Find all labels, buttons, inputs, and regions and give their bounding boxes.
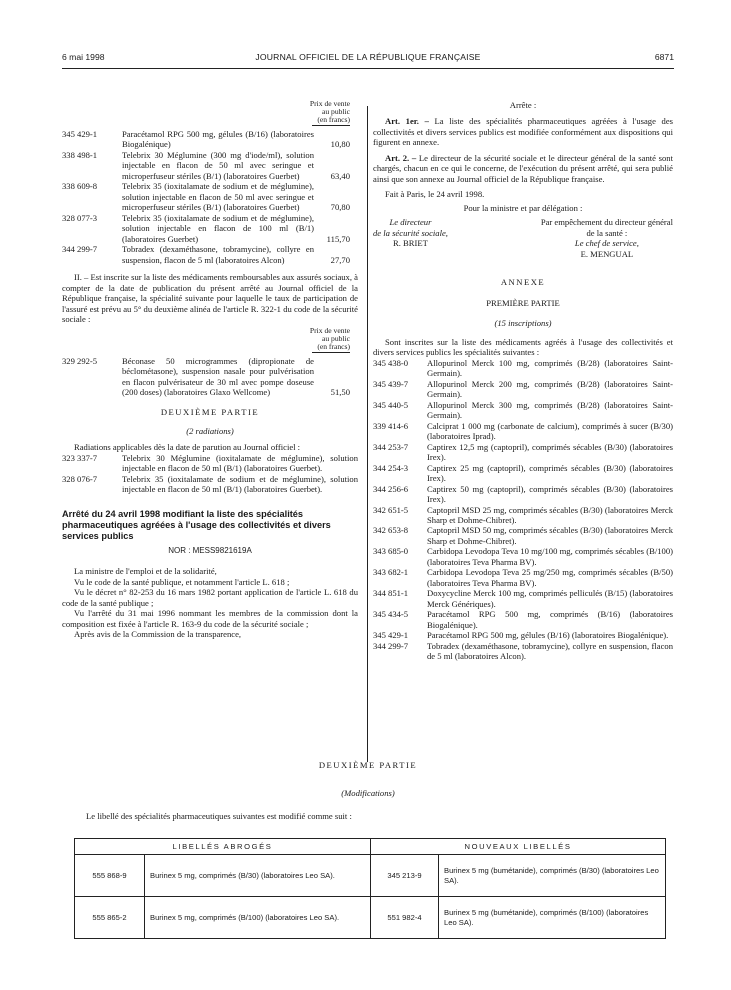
- product-code: 344 299-7: [62, 244, 98, 255]
- product-code: 339 414-6: [373, 420, 409, 431]
- inscription-item: [373, 442, 673, 463]
- left-column: [62, 100, 358, 640]
- inscription-item: [373, 379, 673, 400]
- signature-line: Le chef de service,: [574, 238, 639, 249]
- modifications-intro: Le libellé des spécialités pharmaceutiques suivantes est modifié comme suit :: [86, 810, 352, 821]
- price-header-line: (en francs): [317, 114, 350, 124]
- article-2-text: Le directeur de la sécurité sociale et le directeur général de la santé sont chargés, chacun en ce qui le concerne, de l'exécution du présent arrêté, qui sera publié ainsi que son annexe au Journal officiel de la République française.: [373, 152, 673, 184]
- product-desc: Paracétamol RPG 500 mg, gélules (B/16) (laboratoires Biogalénique): [122, 128, 314, 150]
- table-row: [75, 897, 666, 939]
- new-label: Burinex 5 mg (bumétanide), comprimés (B/30) (laboratoires Leo SA).: [439, 855, 666, 897]
- product-desc: Captirex 50 mg (captopril), comprimés sécables (B/30) (laboratoires Irex).: [427, 483, 673, 505]
- product-price: 10,80: [330, 139, 350, 150]
- product-desc: Tobradex (dexaméthasone, tobramycine), collyre en suspension, flacon de 5 ml (laboratoires Alcon).: [427, 640, 673, 662]
- radiated-row: [62, 474, 358, 495]
- arrete-title: Arrêté du 24 avril 1998 modifiant la liste des spécialités pharmaceutiques agréées à l'usage des collectivités et divers services publics: [62, 508, 331, 541]
- inscription-item: [373, 546, 673, 567]
- section-subheading: (Modifications): [341, 788, 395, 799]
- inscription-item: [373, 588, 673, 609]
- delegation-line: Pour la ministre et par délégation :: [463, 202, 583, 213]
- product-row: [62, 150, 358, 181]
- product-desc: Carbidopa Levodopa Teva 25 mg/250 mg, comprimés sécables (B/50) (laboratoires Teva Pharma BV).: [427, 567, 673, 588]
- product-code: 345 434-5: [373, 609, 409, 620]
- section-heading: DEUXIÈME PARTIE: [160, 407, 260, 418]
- product-desc: Captirex 25 mg (captopril), comprimés sécables (B/30) (laboratoires Irex).: [427, 462, 673, 484]
- price-header-line: Prix de vente: [309, 325, 350, 335]
- product-desc: Captopril MSD 25 mg, comprimés sécables (B/30) (laboratoires Merck Sharp et Dohme-Chibret).: [427, 504, 673, 525]
- product-desc: Telebrix 35 (ioxitalamate de sodium et de méglumine), solution injectable en flacon de 100 ml (B/1) (laboratoires Guerbet): [122, 212, 314, 244]
- signature-name: R. BRIET: [393, 238, 428, 249]
- product-desc: Doxycycline Merck 100 mg, comprimés pelliculés (B/15) (laboratoires Merck Génériques).: [427, 588, 673, 609]
- article-2-label: Art. 2. –: [385, 152, 417, 163]
- inscription-item: [373, 400, 673, 421]
- modifications-section: [62, 760, 674, 821]
- header-journal-title: JOURNAL OFFICIEL DE LA RÉPUBLIQUE FRANÇAISE: [255, 52, 481, 62]
- product-desc: Allopurinol Merck 300 mg, comprimés (B/28) (laboratoires Saint-Germain).: [427, 399, 673, 421]
- new-code: 551 982-4: [371, 897, 439, 939]
- table-row: [75, 855, 666, 897]
- radiated-row: [62, 453, 358, 474]
- product-desc: Telebrix 35 (ioxitalamate de sodium et de méglumine), solution injectable en flacon de 50 ml avec seringue et microperfuseur stériles (B/1) (laboratoires Guerbet): [122, 181, 314, 213]
- inscriptions-list: [373, 358, 673, 662]
- product-code: 345 438-0: [373, 357, 409, 368]
- signatures: [373, 217, 673, 259]
- table-header-row: [75, 839, 666, 855]
- column-header-new: NOUVEAUX LIBELLÉS: [371, 839, 666, 855]
- inscriptions-intro: Sont inscrites sur la liste des médicaments agréés à l'usage des collectivités et divers services publics les spécialités suivantes :: [373, 336, 673, 358]
- new-label: Burinex 5 mg (bumétanide), comprimés (B/100) (laboratoires Leo SA).: [439, 897, 666, 939]
- product-price: 27,70: [330, 254, 350, 265]
- product-desc: Captirex 12,5 mg (captopril), comprimés sécables (B/30) (laboratoires Irex).: [427, 441, 673, 463]
- column-divider: [367, 106, 368, 762]
- product-price: 70,80: [330, 202, 350, 213]
- preamble-line: Vu le décret n° 82-253 du 16 mars 1982 portant application de l'article L. 618 du code de la santé publique ;: [62, 587, 358, 608]
- header-rule: [62, 68, 674, 69]
- inscription-item: [373, 525, 673, 546]
- product-desc: Calciprat 1 000 mg (carbonate de calcium), comprimés à sucer (B/30) (laboratoires Iprad).: [427, 420, 673, 442]
- old-code: 555 865-2: [75, 897, 145, 939]
- preamble-line: Après avis de la Commission de la transparence,: [74, 629, 242, 640]
- product-code: 345 439-7: [373, 378, 409, 389]
- product-code: 338 498-1: [62, 149, 98, 160]
- product-code: 328 076-7: [62, 473, 98, 484]
- header-date: 6 mai 1998: [62, 52, 105, 62]
- signature-line: Par empêchement du directeur général: [540, 217, 673, 228]
- annexe-heading: ANNEXE: [500, 277, 546, 288]
- product-desc: Paracétamol RPG 500 mg, gélules (B/16) (laboratoires Biogalénique).: [427, 630, 669, 641]
- product-code: 342 651-5: [373, 504, 409, 515]
- product-code: 344 254-3: [373, 462, 409, 473]
- product-row: [62, 213, 358, 244]
- inscription-item: [373, 567, 673, 588]
- inscription-item: [373, 421, 673, 442]
- product-row: [62, 129, 358, 150]
- paragraph-ii: II. – Est inscrite sur la liste des médicaments remboursables aux assurés sociaux, à compter de la date de publication du présent arrêté au Journal officiel de la République française, la spécialité suivante pour laquelle le taux de participation de l'assuré est prévu au 5° du deuxième alinéa de l'article R. 322-1 du code de la sécurité sociale :: [62, 272, 358, 325]
- section-subheading: (15 inscriptions): [494, 318, 552, 329]
- product-row: [62, 356, 358, 398]
- price-header-line: Prix de vente: [309, 99, 350, 108]
- column-header-old: LIBELLÉS ABROGÉS: [75, 839, 371, 855]
- product-code: 345 440-5: [373, 399, 409, 410]
- product-desc: Telebrix 30 Méglumine (ioxitalamate de méglumine), solution injectable en flacon de 50 ml (B/1) (laboratoires Guerbet).: [122, 452, 358, 474]
- section-heading: DEUXIÈME PARTIE: [318, 760, 418, 770]
- signature-left: [373, 217, 448, 259]
- inscription-item: [373, 358, 673, 379]
- signature-line: de la santé :: [586, 227, 628, 238]
- product-price: 51,50: [330, 386, 350, 397]
- old-label: Burinex 5 mg, comprimés (B/100) (laboratoires Leo SA).: [145, 897, 371, 939]
- inscription-item: [373, 609, 673, 630]
- product-desc: Tobradex (dexaméthasone, tobramycine), collyre en suspension, flacon de 5 ml (laboratoires Alcon): [122, 244, 314, 265]
- radiations-intro: Radiations applicables dès la date de parution au Journal officiel :: [74, 442, 301, 453]
- section-heading: PREMIÈRE PARTIE: [486, 297, 560, 308]
- inscription-item: [373, 463, 673, 484]
- old-label: Burinex 5 mg, comprimés (B/30) (laboratoires Leo SA).: [145, 855, 371, 897]
- inscription-item: [373, 505, 673, 526]
- inscription-item: [373, 641, 673, 662]
- product-desc: Telebrix 30 Méglumine (300 mg d'iode/ml), solution injectable en flacon de 50 ml avec seringue et microperfuseur stériles (B/1) (laboratoires Guerbet): [122, 149, 314, 181]
- article-1-text: La liste des spécialités pharmaceutiques agréées à l'usage des collectivités et divers services publics est modifiée conformément aux dispositions qui figurent en annexe.: [373, 116, 673, 148]
- product-code: 343 685-0: [373, 546, 409, 557]
- signature-right: [541, 217, 673, 259]
- preamble-line: Vu l'arrêté du 31 mai 1996 nommant les membres de la commission dont la composition est fixée à l'article R. 163-9 du code de la sécurité sociale ;: [62, 608, 358, 629]
- product-desc: Captopril MSD 50 mg, comprimés sécables (B/30) (laboratoires Merck Sharp et Dohme-Chibret).: [427, 525, 673, 546]
- product-desc: Paracétamol RPG 500 mg, comprimés (B/16) (laboratoires Biogalénique).: [427, 609, 673, 630]
- price-header-rule: [312, 352, 350, 353]
- product-row: [62, 244, 358, 265]
- fait-a-paris: Fait à Paris, le 24 avril 1998.: [385, 189, 485, 200]
- price-header-line: (en francs): [317, 341, 350, 351]
- product-desc: Béconase 50 microgrammes (dipropionate de béclométasone), suspension nasale pour pulvérisation en flacon pulvérisateur de 30 ml avec pompe doseuse (200 doses) (laboratoires Glaxo Wellcome): [122, 355, 314, 397]
- signature-line: de la sécurité sociale,: [373, 227, 448, 238]
- preamble-line: Vu le code de la santé publique, et notamment l'article L. 618 ;: [74, 576, 290, 587]
- price-header-rule: [312, 125, 350, 126]
- product-code: 328 077-3: [62, 212, 98, 223]
- section-subheading: (2 radiations): [186, 425, 234, 436]
- page-header: [62, 52, 674, 66]
- product-price: 63,40: [330, 170, 350, 181]
- article-1-label: Art. 1er. –: [385, 116, 429, 127]
- new-code: 345 213-9: [371, 855, 439, 897]
- old-code: 555 868-9: [75, 855, 145, 897]
- product-desc: Carbidopa Levodopa Teva 10 mg/100 mg, comprimés sécables (B/100) (laboratoires Teva Pharma BV).: [427, 546, 673, 567]
- product-desc: Allopurinol Merck 100 mg, comprimés (B/28) (laboratoires Saint-Germain).: [427, 357, 673, 379]
- product-code: 338 609-8: [62, 181, 98, 192]
- product-code: 343 682-1: [373, 567, 409, 578]
- product-code: 344 299-7: [373, 640, 409, 651]
- product-code: 342 653-8: [373, 525, 409, 536]
- article-2: [373, 153, 673, 184]
- arrete-label: Arrête :: [509, 100, 537, 110]
- product-code: 345 429-1: [373, 630, 409, 641]
- inscription-item: [373, 484, 673, 505]
- price-header: [62, 100, 358, 124]
- signature-line: Le directeur: [389, 217, 432, 228]
- article-1: [373, 116, 673, 147]
- price-header: [62, 327, 358, 351]
- product-code: 323 337-7: [62, 452, 98, 463]
- product-code: 344 256-6: [373, 483, 409, 494]
- product-code: 345 429-1: [62, 128, 98, 139]
- right-column: [373, 100, 673, 662]
- product-code: 344 253-7: [373, 441, 409, 452]
- modifications-table: [74, 838, 666, 939]
- price-header-line: au public: [321, 333, 350, 343]
- product-price: 115,70: [326, 233, 350, 244]
- product-desc: Allopurinol Merck 200 mg, comprimés (B/28) (laboratoires Saint-Germain).: [427, 378, 673, 400]
- product-row: [62, 181, 358, 212]
- preamble-line: La ministre de l'emploi et de la solidarité,: [74, 566, 217, 577]
- product-code: 344 851-1: [373, 588, 409, 599]
- header-page-number: 6871: [654, 52, 674, 62]
- inscription-item: [373, 630, 673, 640]
- nor-reference: NOR : MESS9821619A: [168, 546, 252, 556]
- price-header-line: au public: [321, 106, 350, 116]
- signature-name: E. MENGUAL: [580, 248, 634, 259]
- product-desc: Telebrix 35 (ioxitalamate de sodium et de méglumine), solution injectable en flacon de 50 ml (B/1) (laboratoires Guerbet).: [122, 473, 358, 495]
- product-code: 329 292-5: [62, 355, 98, 366]
